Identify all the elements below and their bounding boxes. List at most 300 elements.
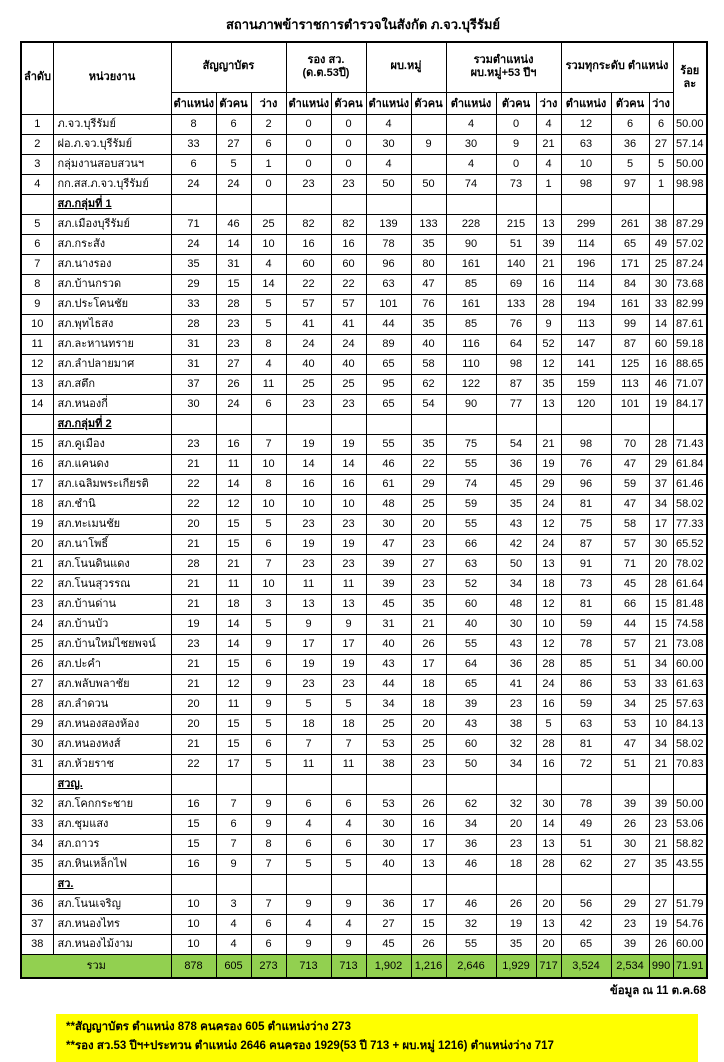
row-no: 6 <box>21 234 53 254</box>
cell-value: 63 <box>561 134 611 154</box>
cell-value: 18 <box>216 594 251 614</box>
cell-value: 27 <box>411 554 446 574</box>
cell-value: 20 <box>171 714 216 734</box>
cell-value: 4 <box>366 154 411 174</box>
cell-value: 23 <box>411 574 446 594</box>
cell-value: 51 <box>611 754 649 774</box>
cell-empty <box>673 874 707 894</box>
cell-value: 23 <box>331 674 366 694</box>
col-group-header-3: รวมตำแหน่ง ผบ.หมู่+53 ปีฯ <box>446 42 561 92</box>
cell-value: 30 <box>536 794 561 814</box>
cell-value: 0 <box>496 154 536 174</box>
col-subheader: ตัวคน <box>496 92 536 114</box>
cell-value: 12 <box>536 634 561 654</box>
cell-value: 35 <box>496 494 536 514</box>
cell-value: 14 <box>251 274 286 294</box>
cell-value: 63 <box>561 714 611 734</box>
cell-value: 44 <box>611 614 649 634</box>
cell-value: 8 <box>171 114 216 134</box>
cell-value: 76 <box>411 294 446 314</box>
cell-value: 55 <box>446 454 496 474</box>
cell-empty <box>286 874 331 894</box>
cell-value: 15 <box>216 714 251 734</box>
cell-value: 87 <box>496 374 536 394</box>
total-value: 1,216 <box>411 954 446 978</box>
cell-value: 13 <box>536 214 561 234</box>
cell-value: 63 <box>446 554 496 574</box>
cell-value: 57.02 <box>673 234 707 254</box>
cell-value: 11 <box>286 754 331 774</box>
cell-value: 17 <box>331 634 366 654</box>
table-row <box>21 494 707 514</box>
cell-value: 22 <box>171 494 216 514</box>
cell-value: 12 <box>216 494 251 514</box>
cell-value: 40 <box>446 614 496 634</box>
cell-empty <box>366 414 411 434</box>
cell-value: 98.98 <box>673 174 707 194</box>
unit-name: สภ.ชุมแสง <box>53 814 171 834</box>
cell-value: 18 <box>331 714 366 734</box>
cell-value: 30 <box>366 514 411 534</box>
cell-value: 85 <box>446 274 496 294</box>
cell-value: 10 <box>251 574 286 594</box>
cell-value: 84.17 <box>673 394 707 414</box>
table-row <box>21 714 707 734</box>
cell-value: 17 <box>216 754 251 774</box>
col-subheader: ว่าง <box>649 92 673 114</box>
cell-value: 26 <box>216 374 251 394</box>
cell-value: 11 <box>251 374 286 394</box>
cell-value: 71 <box>611 554 649 574</box>
cell-value: 27 <box>649 894 673 914</box>
cell-value: 39 <box>366 574 411 594</box>
cell-value: 31 <box>216 254 251 274</box>
cell-value: 16 <box>286 234 331 254</box>
cell-value: 97 <box>611 174 649 194</box>
row-no: 10 <box>21 314 53 334</box>
cell-value: 125 <box>611 354 649 374</box>
cell-value: 21 <box>171 534 216 554</box>
cell-value: 86 <box>561 674 611 694</box>
cell-value: 52 <box>446 574 496 594</box>
cell-value: 98 <box>561 434 611 454</box>
cell-value: 50 <box>446 754 496 774</box>
cell-value: 71.07 <box>673 374 707 394</box>
table-row <box>21 354 707 374</box>
cell-value: 140 <box>496 254 536 274</box>
cell-value: 196 <box>561 254 611 274</box>
cell-value: 30 <box>366 834 411 854</box>
cell-value: 39 <box>446 694 496 714</box>
cell-value: 19 <box>171 614 216 634</box>
cell-value: 6 <box>251 654 286 674</box>
cell-value: 10 <box>251 234 286 254</box>
cell-value: 0 <box>286 114 331 134</box>
cell-value: 57 <box>611 534 649 554</box>
cell-value: 6 <box>251 934 286 954</box>
cell-value: 74.58 <box>673 614 707 634</box>
unit-name: สภ.ลำดวน <box>53 694 171 714</box>
cell-value: 23 <box>286 514 331 534</box>
cell-value: 81 <box>561 594 611 614</box>
cell-value: 11 <box>216 574 251 594</box>
cell-value: 25 <box>411 734 446 754</box>
cell-value: 18 <box>496 854 536 874</box>
cell-value: 82 <box>286 214 331 234</box>
cell-value: 10 <box>251 494 286 514</box>
cell-value: 23 <box>171 634 216 654</box>
cell-value: 9 <box>251 634 286 654</box>
table-row <box>21 234 707 254</box>
cell-value: 39 <box>536 234 561 254</box>
cell-value: 41 <box>286 314 331 334</box>
table-row <box>21 634 707 654</box>
cell-value: 34 <box>649 734 673 754</box>
cell-value: 25 <box>649 254 673 274</box>
cell-value: 5 <box>251 614 286 634</box>
cell-value: 14 <box>331 454 366 474</box>
row-no: 5 <box>21 214 53 234</box>
cell-value: 26 <box>649 934 673 954</box>
cell-value: 16 <box>171 794 216 814</box>
cell-value: 38 <box>649 214 673 234</box>
cell-value: 3 <box>216 894 251 914</box>
cell-value: 28 <box>536 294 561 314</box>
cell-value: 60 <box>446 594 496 614</box>
cell-value: 58.02 <box>673 494 707 514</box>
col-group-header-2: ผบ.หมู่ <box>366 42 446 92</box>
cell-value: 62 <box>446 794 496 814</box>
cell-value: 16 <box>286 474 331 494</box>
cell-value: 11 <box>286 574 331 594</box>
cell-value: 9 <box>496 134 536 154</box>
page-title: สถานภาพข้าราชการตำรวจในสังกัด ภ.จว.บุรีรัมย์ <box>225 17 501 32</box>
cell-value: 11 <box>216 694 251 714</box>
cell-value: 9 <box>536 314 561 334</box>
cell-value: 34 <box>649 494 673 514</box>
cell-value: 43.55 <box>673 854 707 874</box>
cell-value: 8 <box>251 834 286 854</box>
cell-value: 90 <box>446 234 496 254</box>
cell-value: 87.29 <box>673 214 707 234</box>
total-value: 717 <box>536 954 561 978</box>
cell-value: 114 <box>561 274 611 294</box>
cell-value: 61.63 <box>673 674 707 694</box>
cell-value: 28 <box>536 854 561 874</box>
cell-value: 47 <box>611 734 649 754</box>
table-row <box>21 454 707 474</box>
cell-value: 7 <box>251 894 286 914</box>
cell-value: 10 <box>286 494 331 514</box>
row-no: 3 <box>21 154 53 174</box>
cell-value: 6 <box>171 154 216 174</box>
row-no <box>21 414 53 434</box>
cell-value: 6 <box>216 114 251 134</box>
unit-name: สภ.นาโพธิ์ <box>53 534 171 554</box>
cell-value: 85 <box>446 314 496 334</box>
cell-value: 194 <box>561 294 611 314</box>
cell-value: 6 <box>216 814 251 834</box>
table-row <box>21 894 707 914</box>
cell-value: 72 <box>561 754 611 774</box>
unit-name: สภ.คูเมือง <box>53 434 171 454</box>
cell-value: 133 <box>411 214 446 234</box>
cell-value: 81 <box>561 734 611 754</box>
cell-value: 101 <box>366 294 411 314</box>
cell-value: 5 <box>251 714 286 734</box>
cell-value: 15 <box>216 274 251 294</box>
cell-value: 5 <box>611 154 649 174</box>
unit-name: สภ.โนนสุวรรณ <box>53 574 171 594</box>
cell-value: 35 <box>536 374 561 394</box>
cell-value: 35 <box>171 254 216 274</box>
cell-value: 51.79 <box>673 894 707 914</box>
cell-value: 20 <box>411 714 446 734</box>
cell-value: 16 <box>536 274 561 294</box>
col-subheader: ตำแหน่ง <box>446 92 496 114</box>
cell-value: 87 <box>561 534 611 554</box>
cell-value: 18 <box>286 714 331 734</box>
col-subheader: ตัวคน <box>216 92 251 114</box>
cell-value: 26 <box>411 794 446 814</box>
cell-value: 53 <box>366 734 411 754</box>
cell-value: 15 <box>216 654 251 674</box>
cell-value: 29 <box>536 474 561 494</box>
unit-name: กก.สส.ภ.จว.บุรีรัมย์ <box>53 174 171 194</box>
cell-empty <box>536 774 561 794</box>
total-value: 2,534 <box>611 954 649 978</box>
cell-value: 53 <box>611 674 649 694</box>
unit-name: สภ.ห้วยราช <box>53 754 171 774</box>
cell-value: 27 <box>366 914 411 934</box>
table-row <box>21 514 707 534</box>
cell-value: 62 <box>561 854 611 874</box>
cell-value: 55 <box>446 934 496 954</box>
unit-name: สภ.หนองหงส์ <box>53 734 171 754</box>
cell-value: 78.02 <box>673 554 707 574</box>
cell-value: 15 <box>216 534 251 554</box>
table-row <box>21 794 707 814</box>
cell-empty <box>536 194 561 214</box>
cell-value: 96 <box>366 254 411 274</box>
cell-value: 13 <box>286 594 331 614</box>
cell-value: 122 <box>446 374 496 394</box>
cell-value: 37 <box>171 374 216 394</box>
cell-value: 4 <box>286 814 331 834</box>
row-no: 9 <box>21 294 53 314</box>
cell-empty <box>411 774 446 794</box>
cell-value: 11 <box>331 574 366 594</box>
cell-value: 34 <box>649 654 673 674</box>
table-row <box>21 734 707 754</box>
cell-value: 14 <box>216 234 251 254</box>
cell-value: 57 <box>286 294 331 314</box>
unit-name: สภ.พลับพลาชัย <box>53 674 171 694</box>
cell-value: 46 <box>216 214 251 234</box>
cell-value: 12 <box>536 594 561 614</box>
cell-value: 0 <box>286 154 331 174</box>
cell-value: 16 <box>536 754 561 774</box>
col-subheader: ตัวคน <box>411 92 446 114</box>
cell-value: 13 <box>536 834 561 854</box>
unit-name: ฝอ.ภ.จว.บุรีรัมย์ <box>53 134 171 154</box>
row-no: 21 <box>21 554 53 574</box>
cell-value: 47 <box>366 534 411 554</box>
cell-value: 60 <box>286 254 331 274</box>
cell-value: 33 <box>171 134 216 154</box>
unit-name: สภ.แคนดง <box>53 454 171 474</box>
cell-value: 28 <box>171 314 216 334</box>
cell-value: 51 <box>561 834 611 854</box>
cell-value: 98 <box>496 354 536 374</box>
cell-value: 23 <box>331 514 366 534</box>
total-value: 273 <box>251 954 286 978</box>
cell-value: 34 <box>446 814 496 834</box>
cell-value: 15 <box>649 614 673 634</box>
cell-value: 21 <box>649 754 673 774</box>
cell-value: 50.00 <box>673 114 707 134</box>
cell-value: 4 <box>216 934 251 954</box>
cell-value: 33 <box>649 294 673 314</box>
row-no: 34 <box>21 834 53 854</box>
cell-value: 65 <box>561 934 611 954</box>
cell-value: 0 <box>496 114 536 134</box>
cell-value: 159 <box>561 374 611 394</box>
cell-value: 77.33 <box>673 514 707 534</box>
table-row <box>21 154 707 174</box>
section-row <box>21 874 707 894</box>
cell-value: 75 <box>446 434 496 454</box>
col-header-no: ลำดับ <box>21 42 53 114</box>
cell-value: 6 <box>286 794 331 814</box>
cell-value: 19 <box>286 434 331 454</box>
row-no: 8 <box>21 274 53 294</box>
section-row <box>21 774 707 794</box>
cell-value: 12 <box>561 114 611 134</box>
cell-value: 59 <box>611 474 649 494</box>
cell-value: 23 <box>286 394 331 414</box>
cell-value: 25 <box>411 494 446 514</box>
cell-value: 15 <box>649 594 673 614</box>
table-row <box>21 254 707 274</box>
cell-value: 24 <box>171 174 216 194</box>
row-no: 38 <box>21 934 53 954</box>
cell-value: 0 <box>251 174 286 194</box>
cell-empty <box>216 414 251 434</box>
cell-value: 7 <box>251 554 286 574</box>
table-row <box>21 554 707 574</box>
cell-empty <box>561 874 611 894</box>
cell-empty <box>446 874 496 894</box>
cell-value: 31 <box>366 614 411 634</box>
cell-empty <box>611 194 649 214</box>
cell-empty <box>649 774 673 794</box>
section-label: สวญ. <box>53 774 171 794</box>
unit-name: สภ.หนองไม้งาม <box>53 934 171 954</box>
cell-empty <box>411 414 446 434</box>
cell-value: 25 <box>366 714 411 734</box>
cell-empty <box>611 774 649 794</box>
cell-value: 50 <box>496 554 536 574</box>
cell-empty <box>611 414 649 434</box>
cell-value: 0 <box>331 134 366 154</box>
cell-value: 113 <box>611 374 649 394</box>
cell-value: 161 <box>611 294 649 314</box>
cell-value: 99 <box>611 314 649 334</box>
row-no: 31 <box>21 754 53 774</box>
cell-value: 114 <box>561 234 611 254</box>
cell-value: 39 <box>611 934 649 954</box>
cell-value: 38 <box>366 754 411 774</box>
cell-value: 46 <box>446 854 496 874</box>
cell-value: 91 <box>561 554 611 574</box>
cell-value: 21 <box>536 434 561 454</box>
row-no: 17 <box>21 474 53 494</box>
cell-value: 75 <box>561 514 611 534</box>
cell-value: 59 <box>561 694 611 714</box>
section-row <box>21 414 707 434</box>
cell-empty <box>171 414 216 434</box>
cell-value: 30 <box>649 274 673 294</box>
cell-value: 7 <box>216 834 251 854</box>
cell-value: 7 <box>331 734 366 754</box>
cell-value: 6 <box>251 394 286 414</box>
cell-value: 228 <box>446 214 496 234</box>
cell-value: 84 <box>611 274 649 294</box>
col-subheader: ว่าง <box>251 92 286 114</box>
cell-empty <box>251 414 286 434</box>
unit-name: กลุ่มงานสอบสวนฯ <box>53 154 171 174</box>
row-no: 26 <box>21 654 53 674</box>
col-header-percent: ร้อยละ <box>673 42 707 114</box>
cell-value: 22 <box>411 454 446 474</box>
cell-value: 87.24 <box>673 254 707 274</box>
cell-value: 23 <box>649 814 673 834</box>
unit-name: สภ.หนองกี่ <box>53 394 171 414</box>
total-value: 1,929 <box>496 954 536 978</box>
total-label: รวม <box>21 954 171 978</box>
cell-empty <box>286 194 331 214</box>
total-value: 2,646 <box>446 954 496 978</box>
cell-value: 39 <box>611 794 649 814</box>
cell-value: 45 <box>496 474 536 494</box>
cell-value: 9 <box>251 794 286 814</box>
cell-value: 23 <box>411 534 446 554</box>
cell-value: 20 <box>496 814 536 834</box>
cell-value: 21 <box>171 654 216 674</box>
cell-value: 14 <box>216 474 251 494</box>
cell-value: 30 <box>446 134 496 154</box>
cell-value: 23 <box>171 434 216 454</box>
cell-value: 12 <box>536 354 561 374</box>
row-no: 4 <box>21 174 53 194</box>
cell-empty <box>331 414 366 434</box>
cell-value: 171 <box>611 254 649 274</box>
cell-value: 49 <box>649 234 673 254</box>
cell-empty <box>561 414 611 434</box>
row-no: 25 <box>21 634 53 654</box>
cell-empty <box>251 874 286 894</box>
row-no: 15 <box>21 434 53 454</box>
cell-value: 63 <box>366 274 411 294</box>
table-row <box>21 534 707 554</box>
cell-value: 139 <box>366 214 411 234</box>
table-row <box>21 574 707 594</box>
cell-value: 16 <box>649 354 673 374</box>
cell-value: 57 <box>331 294 366 314</box>
cell-value: 38 <box>496 714 536 734</box>
cell-value: 9 <box>286 934 331 954</box>
